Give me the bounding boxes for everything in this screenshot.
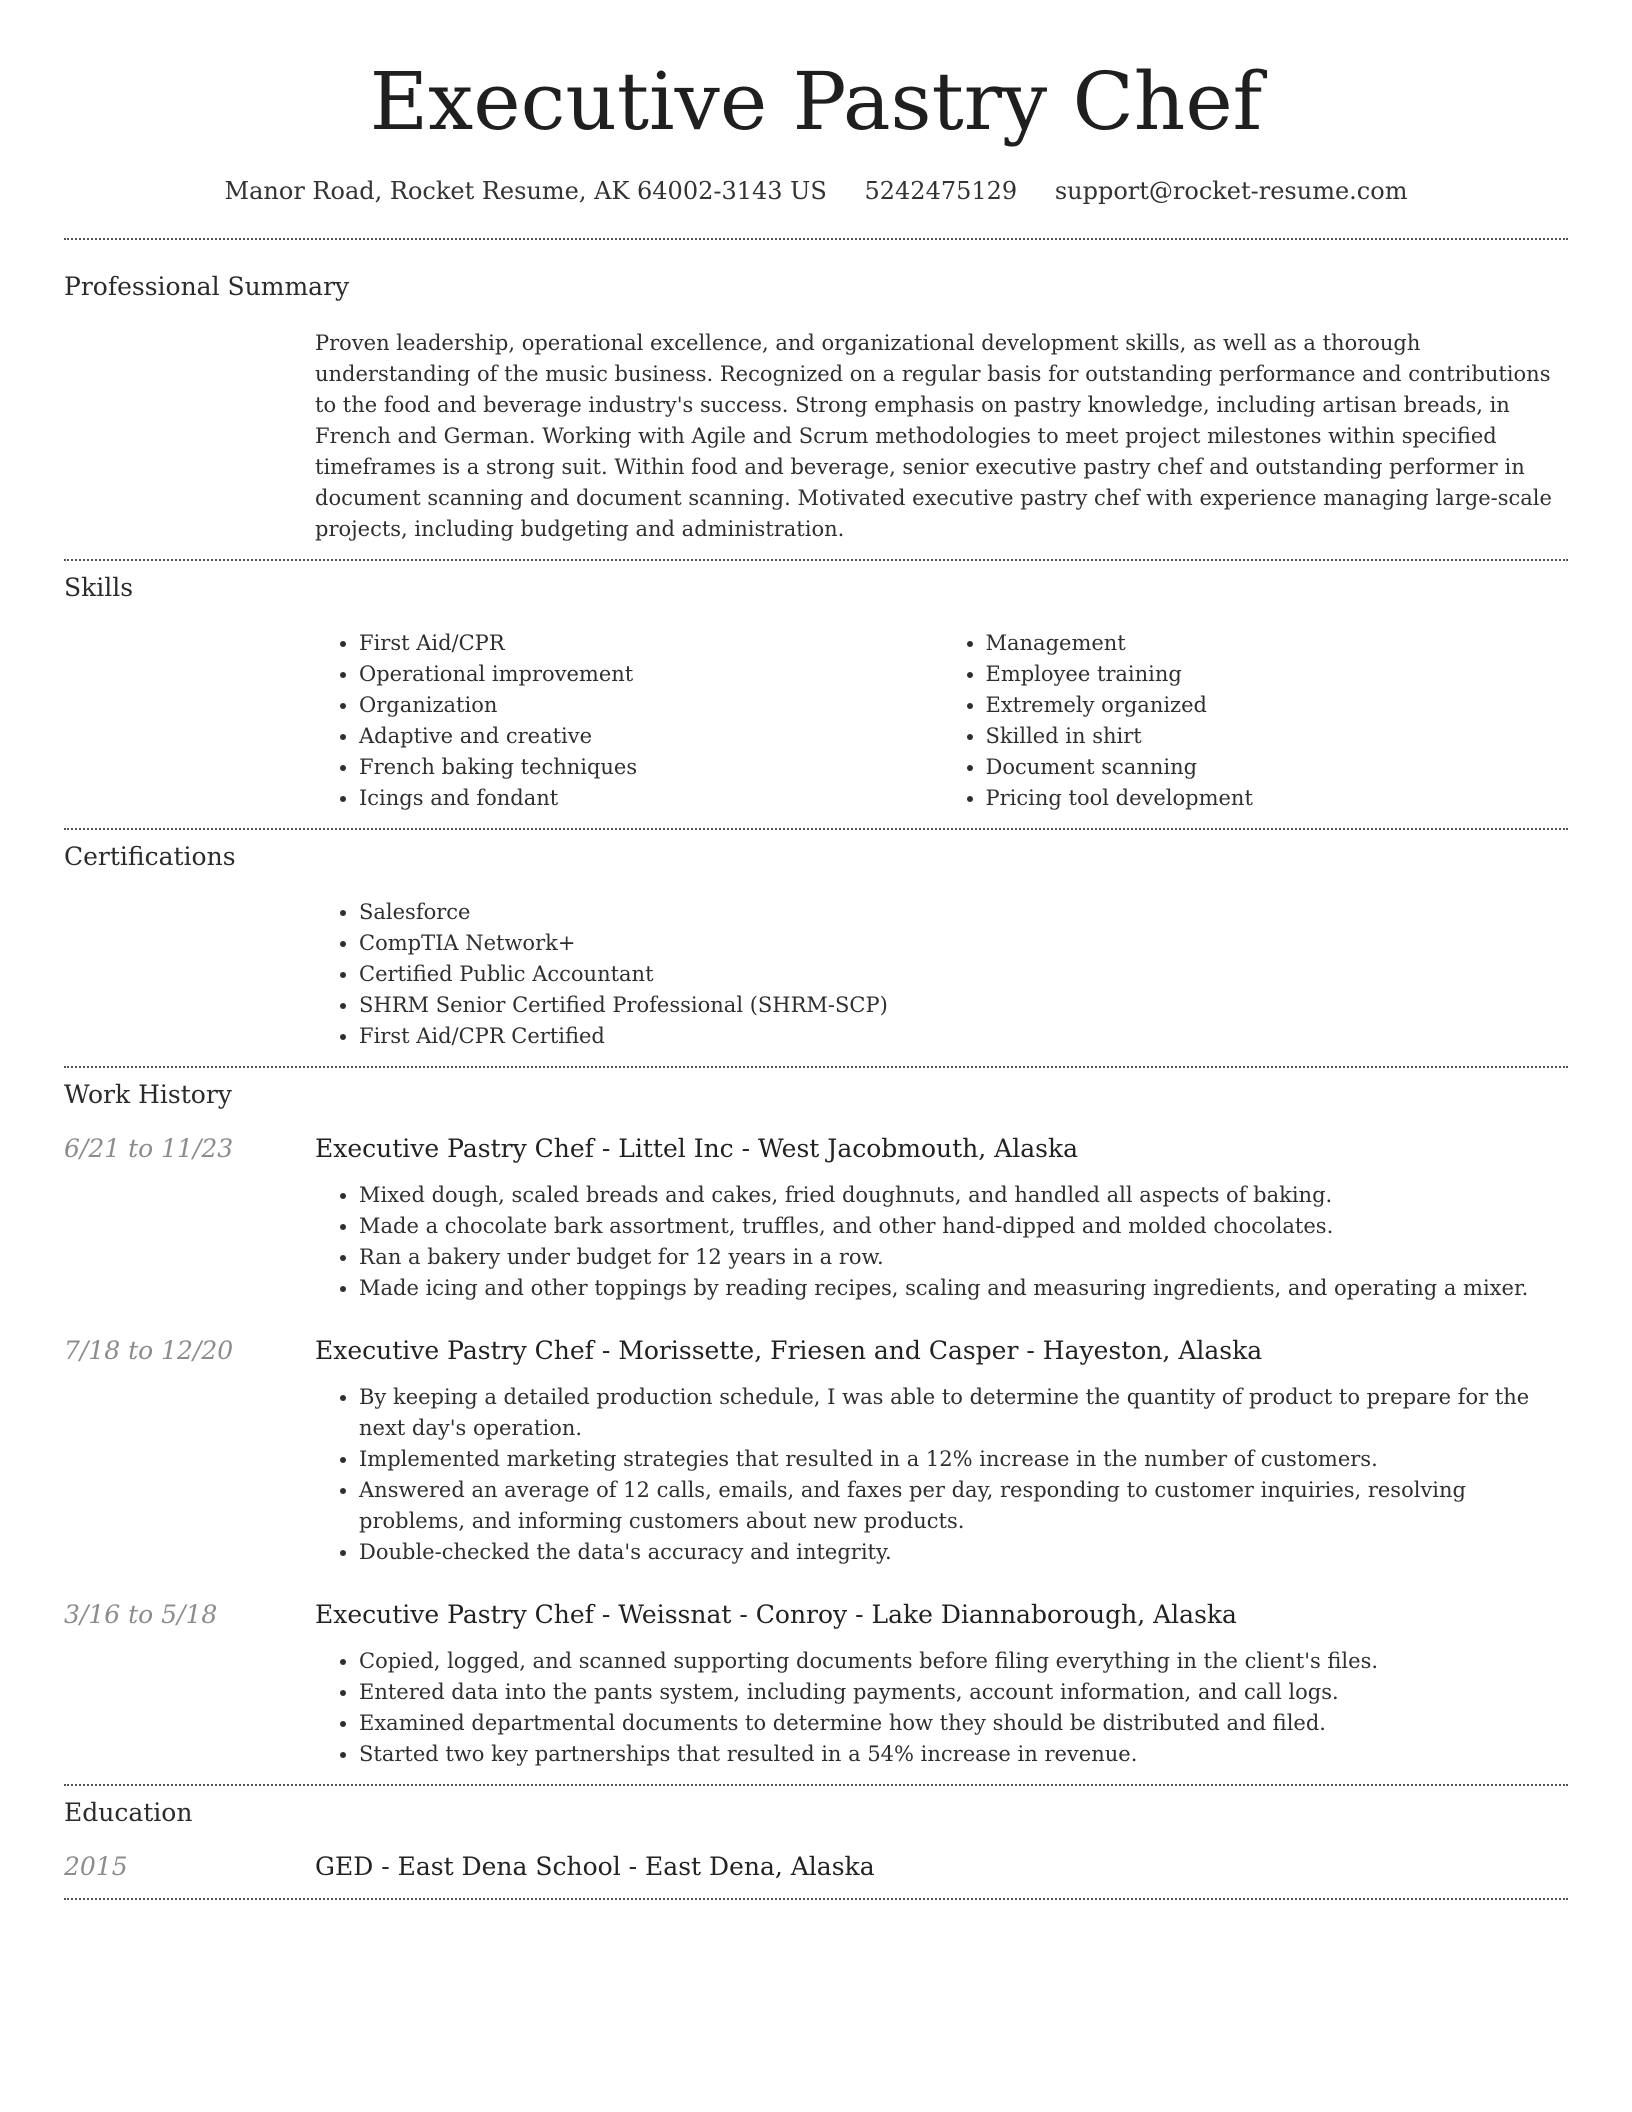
summary-section <box>64 240 1568 559</box>
job-bullet: • Started two key partnerships that resulted in a 54% increase in revenue. <box>359 1739 1568 1770</box>
skill-item: • Skilled in shirt <box>986 721 1569 752</box>
job-bullet: • Answered an average of 12 calls, emails, and faxes per day, responding to customer inquiries, resolving problems, and informing customers about new products. <box>359 1475 1568 1537</box>
skill-item: • Organization <box>359 690 942 721</box>
job-bullet: • Entered data into the pants system, including payments, account information, and call logs. <box>359 1677 1568 1708</box>
job-bullet: • Made icing and other toppings by reading recipes, scaling and measuring ingredients, and operating a mixer. <box>359 1273 1568 1304</box>
skill-item: • Adaptive and creative <box>359 721 942 752</box>
candidate-name: Executive Pastry Chef <box>369 55 1263 148</box>
job-title: Executive Pastry Chef - Morissette, Friesen and Casper - Hayeston, Alaska <box>315 1336 1263 1365</box>
education-entry <box>64 1850 1568 1884</box>
job-bullet: • Double-checked the data's accuracy and integrity. <box>359 1537 1568 1568</box>
section-title-skills: Skills <box>64 573 134 602</box>
job-bullet: • By keeping a detailed production schedule, I was able to determine the quantity of product to prepare for the next day's operation. <box>359 1382 1568 1444</box>
job-bullet: • Made a chocolate bark assortment, truffles, and other hand-dipped and molded chocolates. <box>359 1211 1568 1242</box>
certification-item: • CompTIA Network+ <box>359 928 1568 959</box>
certifications-list <box>315 897 1568 1052</box>
section-title-education: Education <box>64 1798 193 1827</box>
job-title: Executive Pastry Chef - Littel Inc - West Jacobmouth, Alaska <box>315 1134 1079 1163</box>
skill-item: • Extremely organized <box>986 690 1569 721</box>
skills-grid <box>315 628 1568 814</box>
job-dates: 3/16 to 5/18 <box>64 1600 218 1629</box>
section-title-certifications: Certifications <box>64 842 236 871</box>
summary-text: Proven leadership, operational excellence, and organizational development skills, as well as a thorough understanding of the music business. Recognized on a regular basis for outstanding performance and contributions to the food and beverage industry's success. Strong emphasis on pastry knowledge, including artisan breads, in French and German. Working with Agile and Scrum methodologies to meet project milestones within specified timeframes is a strong suit. Within food and beverage, senior executive pastry chef and outstanding performer in document scanning and document scanning. Motivated executive pastry chef with experience managing large-scale projects, including budgeting and administration. <box>315 331 1552 541</box>
skill-item: • First Aid/CPR <box>359 628 942 659</box>
job-header <box>64 1132 1568 1166</box>
certifications-section <box>64 830 1568 1066</box>
skill-item: • Operational improvement <box>359 659 942 690</box>
section-title-work-history: Work History <box>64 1080 232 1109</box>
divider <box>64 1898 1568 1900</box>
job-bullets <box>315 1180 1568 1304</box>
skill-item: • Icings and fondant <box>359 783 942 814</box>
contact-address: Manor Road, Rocket Resume, AK 64002-3143 US <box>224 177 827 205</box>
job-bullet: • Implemented marketing strategies that resulted in a 12% increase in the number of customers. <box>359 1444 1568 1475</box>
job-entry <box>64 1598 1568 1770</box>
work-history-section <box>64 1068 1568 1784</box>
job-bullet: • Ran a bakery under budget for 12 years in a row. <box>359 1242 1568 1273</box>
skill-item: • Pricing tool development <box>986 783 1569 814</box>
education-title: GED - East Dena School - East Dena, Alaska <box>315 1852 875 1881</box>
certification-item: • Salesforce <box>359 897 1568 928</box>
job-bullets <box>315 1382 1568 1568</box>
job-bullets <box>315 1646 1568 1770</box>
contact-line <box>64 174 1568 208</box>
certification-item: • SHRM Senior Certified Professional (SHRM-SCP) <box>359 990 1568 1021</box>
job-entry <box>64 1334 1568 1568</box>
job-bullet: • Examined departmental documents to determine how they should be distributed and filed. <box>359 1708 1568 1739</box>
job-title: Executive Pastry Chef - Weissnat - Conroy - Lake Diannaborough, Alaska <box>315 1600 1237 1629</box>
job-header <box>64 1334 1568 1368</box>
job-header <box>64 1598 1568 1632</box>
job-dates: 6/21 to 11/23 <box>64 1134 234 1163</box>
summary-body <box>315 328 1568 545</box>
skill-item: • French baking techniques <box>359 752 942 783</box>
job-bullet: • Copied, logged, and scanned supporting documents before filing everything in the client's files. <box>359 1646 1568 1677</box>
certifications-body <box>315 897 1568 1052</box>
job-dates: 7/18 to 12/20 <box>64 1336 234 1365</box>
resume-page <box>64 0 1568 1900</box>
job-entry <box>64 1132 1568 1304</box>
skill-item: • Employee training <box>986 659 1569 690</box>
education-section <box>64 1786 1568 1898</box>
education-date: 2015 <box>64 1852 128 1881</box>
skills-section <box>64 561 1568 828</box>
section-title-summary: Professional Summary <box>64 272 350 301</box>
skill-item: • Document scanning <box>986 752 1569 783</box>
contact-phone: 5242475129 <box>864 177 1018 205</box>
certification-item: • Certified Public Accountant <box>359 959 1568 990</box>
certification-item: • First Aid/CPR Certified <box>359 1021 1568 1052</box>
skills-list-left <box>315 628 942 814</box>
job-bullet: • Mixed dough, scaled breads and cakes, fried doughnuts, and handled all aspects of baking. <box>359 1180 1568 1211</box>
contact-email: support@rocket-resume.com <box>1054 177 1408 205</box>
skills-list-right <box>942 628 1569 814</box>
skill-item: • Management <box>986 628 1569 659</box>
